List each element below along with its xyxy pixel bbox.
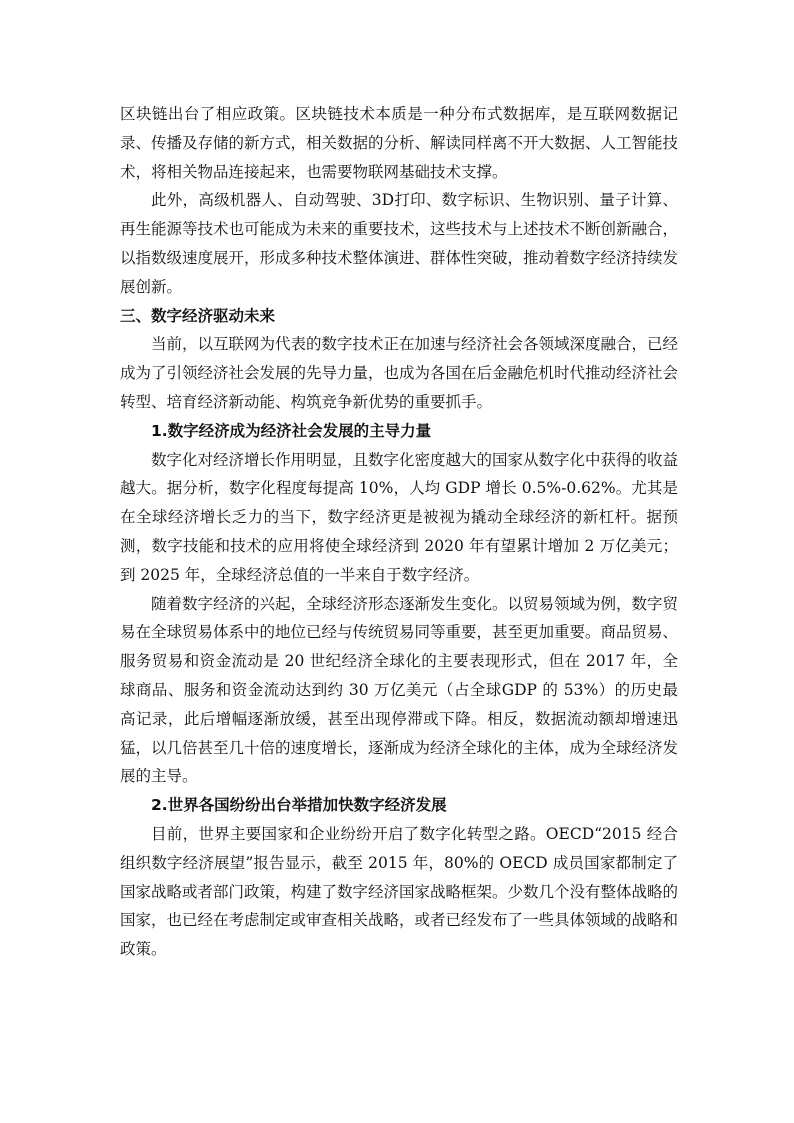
- subheading-countries-measures: 2.世界各国纷纷出台举措加快数字经济发展: [151, 796, 447, 815]
- subheading-leading-force: 1.数字经济成为经济社会发展的主导力量: [151, 421, 432, 440]
- paragraph-digitalization-growth: 数字化对经济增长作用明显，且数字化密度越大的国家从数字化中获得的收益越大。据分析，数字化程度每提高 10%，人均 GDP 增长 0.5%-0.62%。尤其是在全球经济增长乏力的当下，数字经济更是被视为撬动全球经济的新杠杆。据预测，数字技能和技术的应用将使全球经济到 2020 年有望累计增加 2 万亿美元；到 2025 年，全球经济总值的一半来自于数字经济。: [120, 450, 679, 584]
- paragraph-other-technologies: 此外，高级机器人、自动驾驶、3D打印、数字标识、生物识别、量子计算、再生能源等技术也可能成为未来的重要技术，这些技术与上述技术不断创新融合，以指数级速度展开，形成多种技术整体演进、群体性突破，推动着数字经济持续发展创新。: [120, 191, 679, 296]
- paragraph-blockchain-continuation: 区块链出台了相应政策。区块链技术本质是一种分布式数据库，是互联网数据记录、传播及存储的新方式，相关数据的分析、解读同样离不开大数据、人工智能技术，将相关物品连接起来，也需要物联网基础技术支撑。: [120, 105, 679, 181]
- section-heading-digital-economy-future: 三、数字经济驱动未来: [120, 306, 276, 325]
- paragraph-oecd-outlook: 目前，世界主要国家和企业纷纷开启了数字化转型之路。OECD“2015 经合组织数字经济展望”报告显示，截至 2015 年，80%的 OECD 成员国家都制定了国家战略或者部门政策，构建了数字经济国家战略框架。少数几个没有整体战略的国家，也已经在考虑制定或审查相关战略，或者已经发布了一些具体领域的战略和政策。: [120, 824, 679, 959]
- paragraph-section-intro: 当前，以互联网为代表的数字技术正在加速与经济社会各领域深度融合，已经成为了引领经济社会发展的先导力量，也成为各国在后金融危机时代推动经济社会转型、培育经济新动能、构筑竞争新优势的重要抓手。: [120, 335, 679, 411]
- document-body: [120, 100, 678, 964]
- paragraph-global-trade: 随着数字经济的兴起，全球经济形态逐渐发生变化。以贸易领域为例，数字贸易在全球贸易体系中的地位已经与传统贸易同等重要，甚至更加重要。商品贸易、服务贸易和资金流动是 20 世纪经济全球化的主要表现形式，但在 2017 年，全球商品、服务和资金流动达到约 30 万亿美元（占全球GDP 的 53%）的历史最高记录，此后增幅逐渐放缓，甚至出现停滞或下降。相反，数据流动额却增速迅猛，以几倍甚至几十倍的速度增长，逐渐成为经济全球化的主体，成为全球经济发展的主导。: [120, 594, 679, 786]
